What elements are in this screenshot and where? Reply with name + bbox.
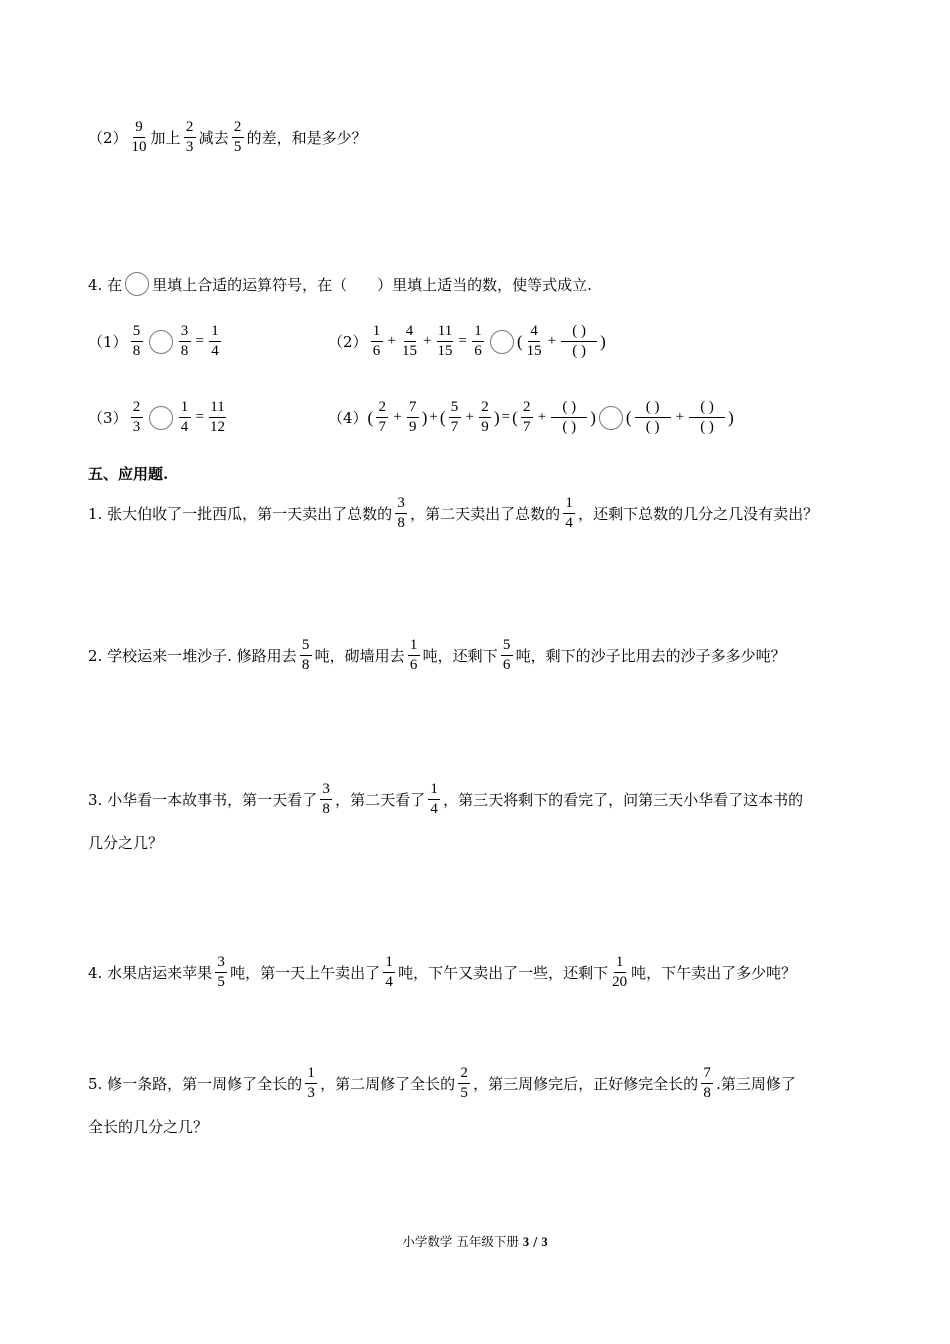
fraction <box>305 1064 317 1103</box>
operator-circle-icon[interactable] <box>125 272 149 296</box>
fraction <box>320 780 332 819</box>
blank-fraction[interactable] <box>689 398 725 437</box>
denominator: 10 <box>131 139 147 155</box>
fraction <box>209 322 221 361</box>
operator-circle-icon[interactable] <box>149 330 173 354</box>
paren: ) <box>600 331 606 351</box>
text: ，第二天看了 <box>335 791 426 809</box>
numerator: 1 <box>408 636 420 656</box>
application-question-3 <box>88 780 803 819</box>
text: .第三周修了 <box>716 1075 796 1093</box>
question-4-intro <box>88 272 592 296</box>
fraction <box>215 953 227 992</box>
text: 加上 <box>150 129 181 147</box>
denominator: 15 <box>402 343 418 359</box>
denominator: 5 <box>233 139 242 155</box>
fraction <box>131 118 148 157</box>
fraction <box>179 398 191 437</box>
plus-sign: + <box>423 333 432 349</box>
section-5-title: 五、应用题. <box>88 465 169 483</box>
fraction <box>408 636 420 675</box>
numerator: 5 <box>131 322 143 342</box>
fraction <box>395 494 407 533</box>
fraction <box>521 398 533 437</box>
paren: ) <box>728 407 734 427</box>
numerator: 11 <box>209 398 225 418</box>
numerator: ( ) <box>635 398 671 418</box>
numerator: 1 <box>614 953 626 973</box>
numerator: 9 <box>133 118 145 138</box>
question-label: （3） <box>88 409 128 427</box>
fraction <box>179 322 191 361</box>
text: 吨，砌墙用去 <box>314 647 405 665</box>
denominator: 6 <box>372 343 381 359</box>
denominator: 8 <box>703 1085 711 1101</box>
denominator: 7 <box>378 419 386 435</box>
numerator: 4 <box>404 322 416 342</box>
denominator: 4 <box>211 343 219 359</box>
paren: ) <box>421 407 428 427</box>
paren: ( <box>439 407 446 427</box>
operator-circle-icon[interactable] <box>490 330 514 354</box>
fraction <box>501 636 513 675</box>
fraction <box>458 1064 470 1103</box>
paren: ) <box>590 407 596 427</box>
plus-sign: + <box>675 409 685 425</box>
question-4-4 <box>328 398 734 437</box>
denominator: 5 <box>217 974 225 990</box>
equals-sign: = <box>195 333 205 349</box>
page-separator: / <box>533 1234 538 1249</box>
fraction <box>376 398 388 437</box>
numerator: 4 <box>528 322 540 342</box>
numerator: 5 <box>501 636 513 656</box>
question-label: （2） <box>328 333 368 351</box>
application-question-4 <box>88 953 796 992</box>
numerator: 1 <box>428 780 440 800</box>
numerator: 2 <box>479 398 491 418</box>
denominator: 8 <box>322 801 330 817</box>
text: 1. 张大伯收了一批西瓜，第一天卖出了总数的 <box>88 505 393 523</box>
text: ，第三周修完后，正好修完全长的 <box>473 1075 699 1093</box>
application-question-5 <box>88 1064 796 1103</box>
paren: ( <box>367 407 374 427</box>
text: 3. 小华看一本故事书，第一天看了 <box>88 791 318 809</box>
denominator: 4 <box>565 515 573 531</box>
text: 的差，和是多少？ <box>246 129 367 147</box>
numerator: ( ) <box>551 398 587 418</box>
numerator: 1 <box>383 953 395 973</box>
plus-sign: + <box>393 409 402 425</box>
question-label: （2） <box>88 129 128 147</box>
denominator: 9 <box>408 419 417 435</box>
numerator: 11 <box>437 322 453 342</box>
numerator: 1 <box>563 494 575 514</box>
denominator: 9 <box>481 419 489 435</box>
numerator: 5 <box>300 636 312 656</box>
question-label: （4） <box>328 409 368 427</box>
denominator: 3 <box>185 139 194 155</box>
denominator: ( ) <box>700 419 714 435</box>
page-footer <box>0 1232 950 1250</box>
denominator: 15 <box>526 343 542 359</box>
text: 4. 水果店运来苹果 <box>88 964 213 982</box>
fraction <box>472 322 484 361</box>
footer-subject: 小学数学 五年级下册 <box>402 1234 519 1249</box>
denominator: 7 <box>450 419 459 435</box>
text: 吨，还剩下 <box>422 647 498 665</box>
application-question-1 <box>88 494 818 533</box>
numerator: 2 <box>232 118 244 138</box>
denominator: 7 <box>523 419 531 435</box>
denominator: 4 <box>430 801 438 817</box>
numerator: 2 <box>376 398 388 418</box>
paren: ( <box>512 407 518 427</box>
denominator: 5 <box>460 1085 468 1101</box>
text: 4. 在 <box>88 275 123 294</box>
application-question-2 <box>88 636 786 675</box>
denominator: 3 <box>307 1085 315 1101</box>
numerator: 2 <box>184 118 196 138</box>
fraction <box>407 398 419 437</box>
fraction <box>209 398 226 437</box>
plus-sign: + <box>547 333 557 349</box>
denominator: 6 <box>409 657 418 673</box>
fraction <box>526 322 543 361</box>
denominator: ( ) <box>645 419 660 435</box>
blank-fraction[interactable] <box>551 398 587 437</box>
denominator: 4 <box>180 419 189 435</box>
denominator: 8 <box>180 343 189 359</box>
numerator: 7 <box>701 1064 713 1084</box>
paren: ) <box>493 407 500 427</box>
text: 里填上合适的运算符号，在（ ）里填上适当的数，使等式成立. <box>152 275 592 294</box>
numerator: 3 <box>215 953 227 973</box>
fraction <box>611 953 628 992</box>
denominator: 4 <box>385 974 393 990</box>
question-3-2 <box>88 118 367 157</box>
numerator: ( ) <box>689 398 725 418</box>
numerator: 1 <box>179 398 191 418</box>
fraction <box>563 494 575 533</box>
paren: ( <box>516 331 523 351</box>
numerator: 3 <box>395 494 407 514</box>
denominator: 15 <box>437 343 453 359</box>
plus-sign: + <box>465 409 474 425</box>
fraction <box>184 118 196 157</box>
text: 吨，下午卖出了多少吨？ <box>631 964 797 982</box>
equals-sign: = <box>195 409 205 425</box>
plus-sign: + <box>537 409 547 425</box>
text: 吨，下午又卖出了一些，还剩下 <box>398 964 609 982</box>
denominator: 6 <box>474 343 482 359</box>
denominator: 8 <box>397 515 405 531</box>
question-label: （1） <box>88 333 128 351</box>
numerator: 2 <box>458 1064 470 1084</box>
equals-sign: = <box>458 333 467 349</box>
denominator: 20 <box>612 974 628 990</box>
denominator: 8 <box>132 343 141 359</box>
equals-sign: = <box>501 409 511 425</box>
fraction <box>300 636 312 675</box>
numerator: 7 <box>407 398 419 418</box>
fraction <box>232 118 244 157</box>
fraction <box>436 322 453 361</box>
plus-sign: + <box>387 333 397 349</box>
text: 5. 修一条路，第一周修了全长的 <box>88 1075 303 1093</box>
application-question-3-cont: 几分之几？ <box>88 834 164 852</box>
denominator: 12 <box>210 419 226 435</box>
question-4-2 <box>328 322 606 361</box>
text: ，还剩下总数的几分之几没有卖出？ <box>578 505 819 523</box>
denominator: 6 <box>502 657 511 673</box>
text: 2. 学校运来一堆沙子. 修路用去 <box>88 647 297 665</box>
fraction <box>449 398 461 437</box>
question-4-3 <box>88 398 229 437</box>
operator-circle-icon[interactable] <box>149 406 173 430</box>
numerator: 1 <box>209 322 221 342</box>
blank-fraction[interactable] <box>635 398 671 437</box>
numerator: 3 <box>179 322 191 342</box>
numerator: ( ) <box>561 322 597 342</box>
numerator: 3 <box>320 780 332 800</box>
fraction <box>701 1064 713 1103</box>
page-number: 3 <box>522 1235 530 1249</box>
numerator: 5 <box>449 398 461 418</box>
numerator: 1 <box>305 1064 317 1084</box>
fraction <box>479 398 491 437</box>
fraction <box>371 322 383 361</box>
paren: ( <box>625 407 632 427</box>
numerator: 2 <box>521 398 533 418</box>
question-4-1 <box>88 322 224 361</box>
fraction <box>401 322 418 361</box>
text: 吨，第一天上午卖出了 <box>230 964 381 982</box>
operator-circle-icon[interactable] <box>599 406 623 430</box>
numerator: 1 <box>472 322 484 342</box>
plus-sign: + <box>429 409 438 425</box>
denominator: ( ) <box>572 343 586 359</box>
numerator: 2 <box>131 398 143 418</box>
fraction <box>428 780 440 819</box>
fraction <box>131 398 143 437</box>
page-total: 3 <box>541 1235 548 1249</box>
fraction <box>131 322 143 361</box>
blank-fraction[interactable] <box>561 322 597 361</box>
text: ，第二天卖出了总数的 <box>410 505 561 523</box>
text: 减去 <box>198 129 229 147</box>
denominator: ( ) <box>562 419 577 435</box>
text: ，第三天将剩下的看完了，问第三天小华看了这本书的 <box>443 791 804 809</box>
text: 吨，剩下的沙子比用去的沙子多多少吨？ <box>515 647 786 665</box>
denominator: 3 <box>132 419 141 435</box>
fraction <box>383 953 395 992</box>
numerator: 1 <box>371 322 383 342</box>
denominator: 8 <box>301 657 310 673</box>
text: ，第二周修了全长的 <box>320 1075 456 1093</box>
application-question-5-cont: 全长的几分之几？ <box>88 1118 209 1136</box>
